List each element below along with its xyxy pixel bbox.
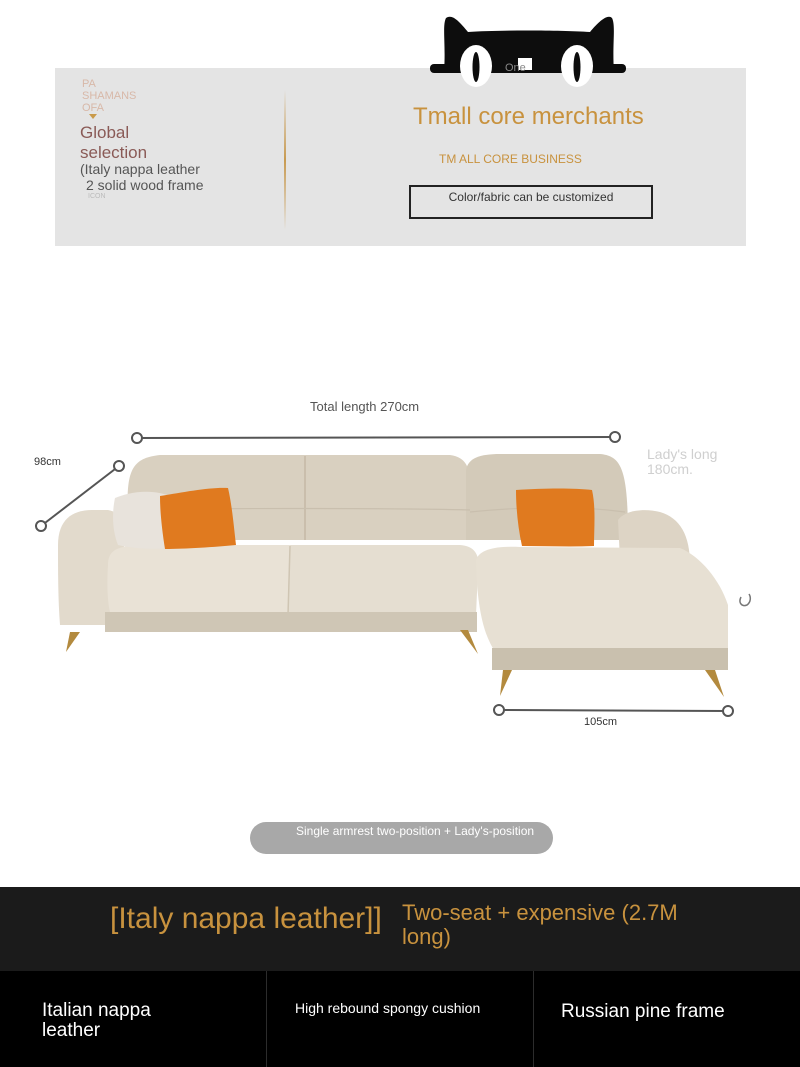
banner-configuration: Two-seat + expensive (2.7M long) [402,900,678,949]
mascot-label: One [505,62,526,74]
global-selection-heading: Global selection [80,123,148,162]
small-mark: ICON [88,193,106,200]
feature-wood-frame: 2 solid wood frame [86,177,204,193]
chaise-width-label: 105cm [584,716,618,728]
banner-material: [Italy nappa leather]] [110,902,382,935]
features-row [0,971,800,1067]
feature-cell-leather [0,971,267,1067]
brand-wordmark: PA SHAMANS OFA [82,78,137,114]
total-length-dimension-line [132,432,620,443]
customization-note: Color/fabric can be customized [409,185,653,219]
feature-nappa-leather: (Italy nappa leather [80,161,200,177]
chaise-width-dimension-line [494,705,733,716]
chaise-length-label: Lady's long 180cm. [647,446,718,477]
feature-cushion-text: High rebound spongy cushion [295,1000,481,1016]
sofa-dimension-diagram [0,380,800,730]
feature-cell-cushion [267,971,534,1067]
feature-leather-text: Italian nappa leather [42,1000,151,1041]
merchant-subtitle: TM ALL CORE BUSINESS [439,152,582,166]
tmall-cat-icon [428,14,628,90]
brand-arrow-icon [89,114,97,119]
vertical-divider [284,90,286,230]
merchant-title: Tmall core merchants [413,103,644,130]
depth-label: 98cm [34,456,61,468]
header-banner [55,68,746,246]
feature-frame-text: Russian pine frame [561,1001,725,1022]
configuration-label: Single armrest two-position + Lady's-position [250,822,553,854]
total-length-label: Total length 270cm [310,399,420,414]
product-banner [0,887,800,971]
feature-cell-frame [534,971,800,1067]
